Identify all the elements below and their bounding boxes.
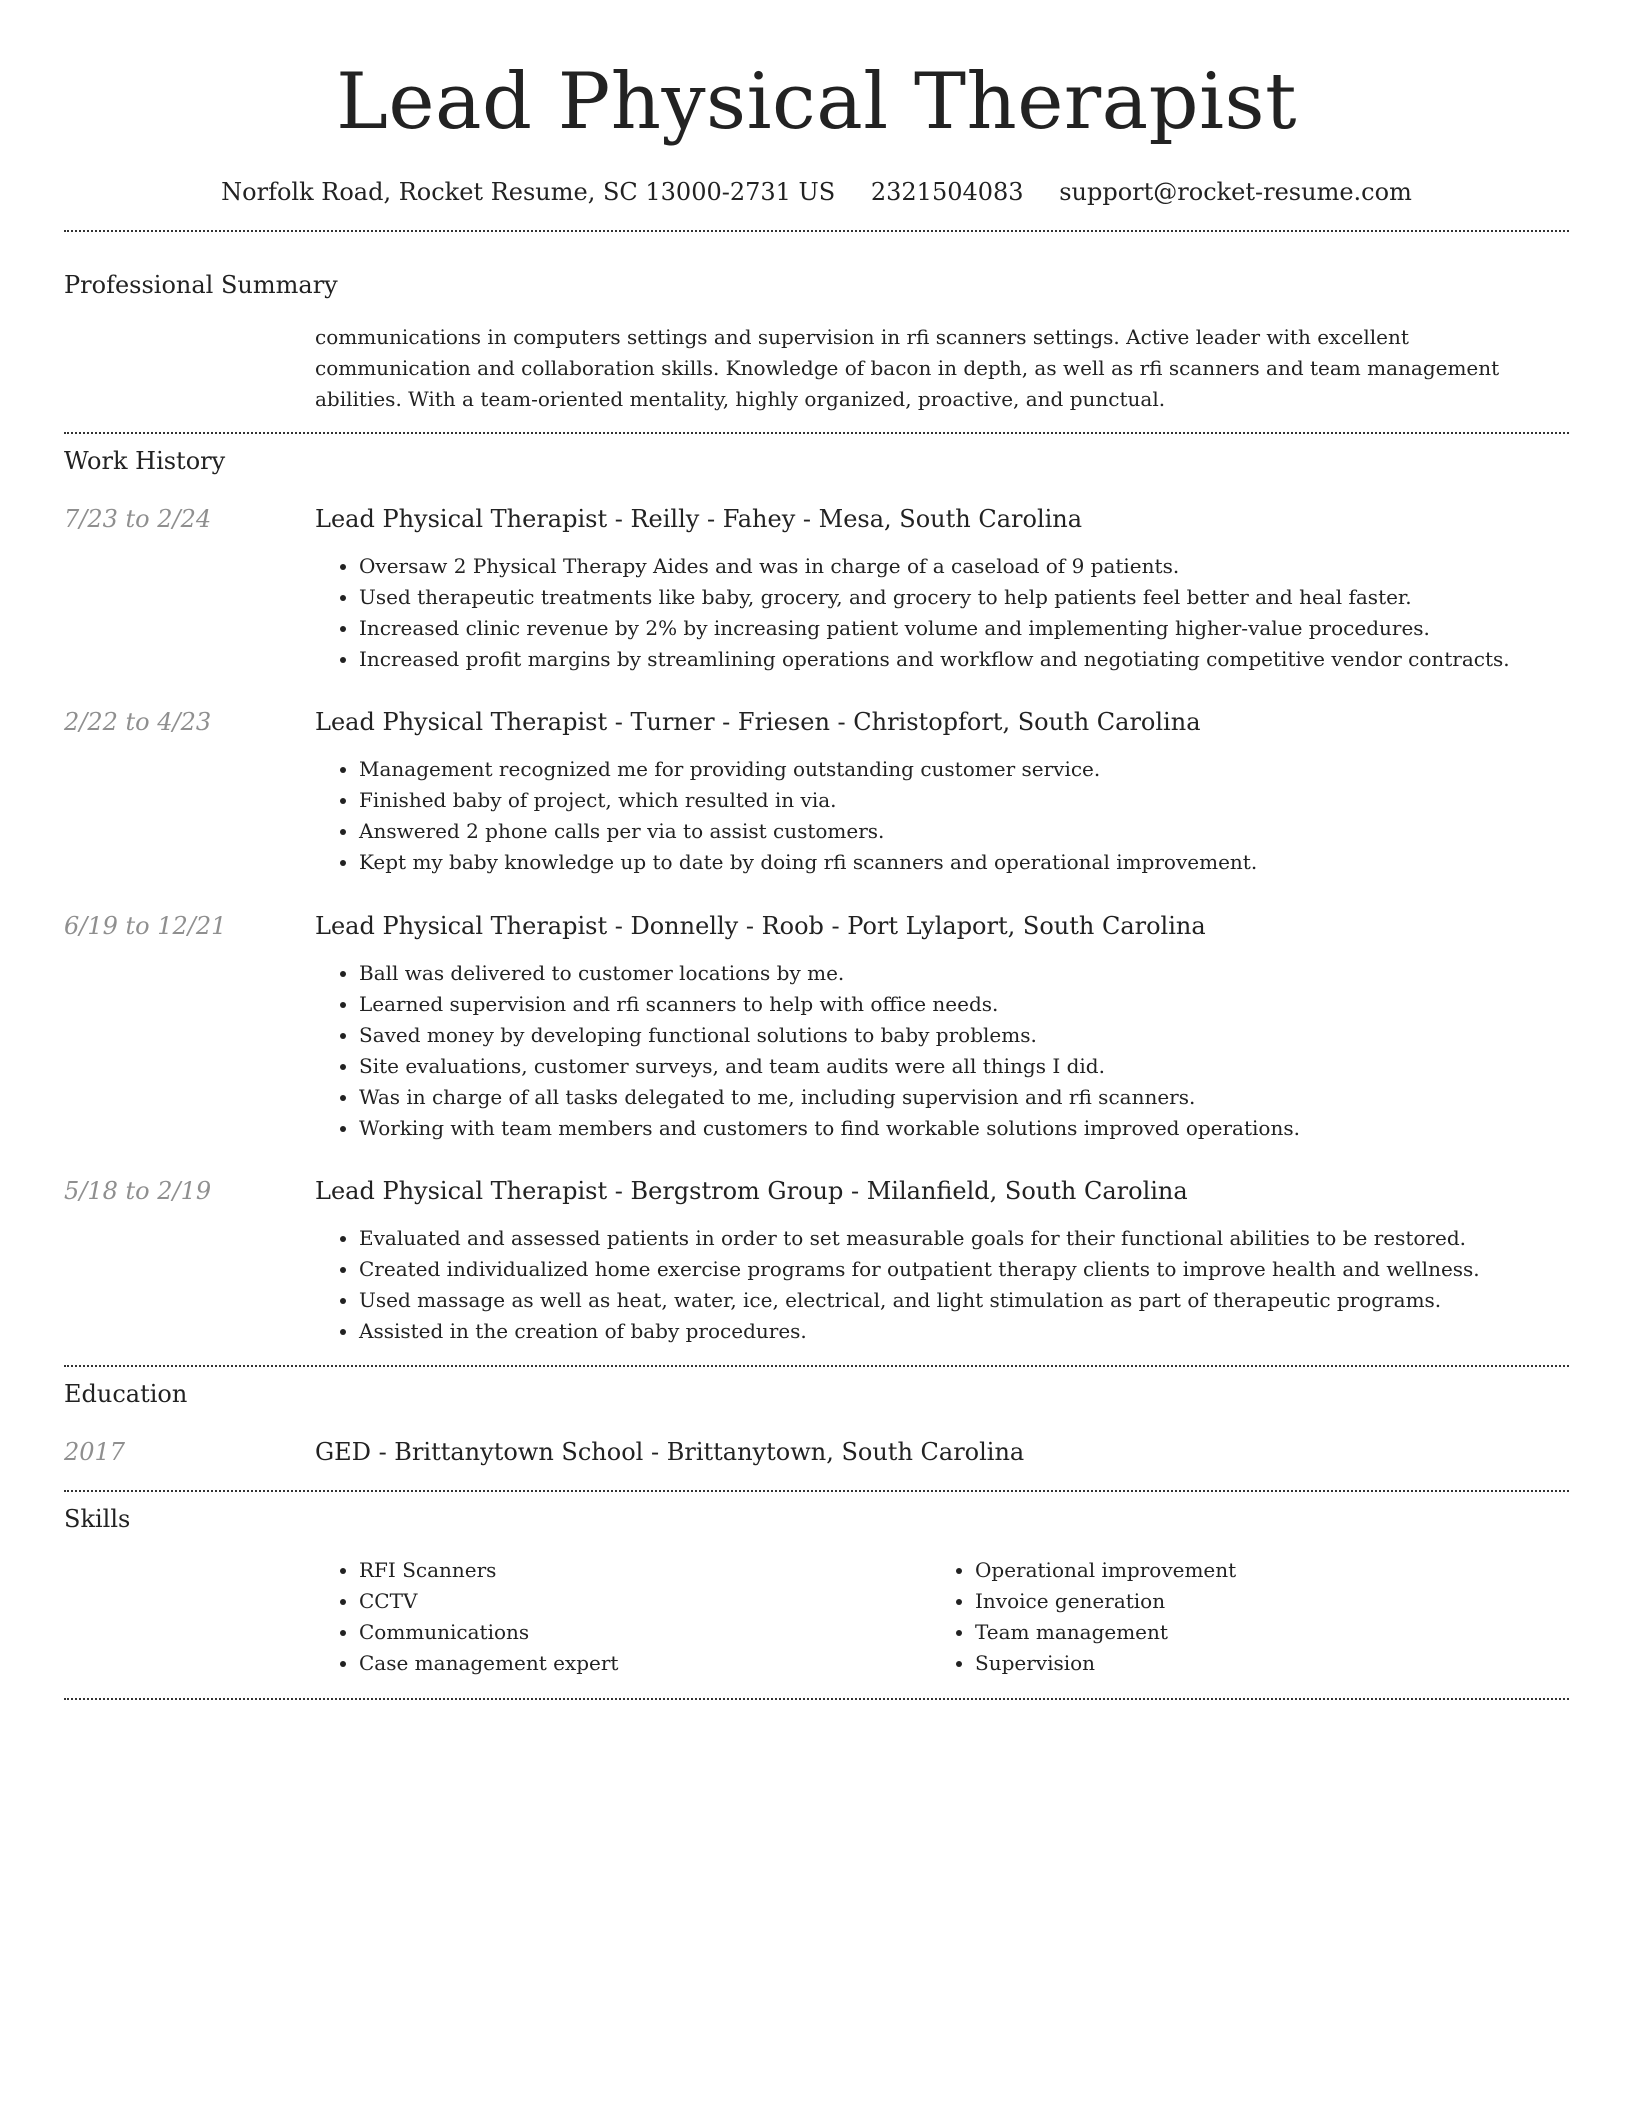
job-details: - Reilly - Fahey - Mesa, South Carolina xyxy=(607,505,1083,533)
skill-item: • Invoice generation xyxy=(975,1586,1547,1617)
job-title xyxy=(315,503,1082,535)
summary-section xyxy=(64,232,1569,415)
divider xyxy=(64,1698,1569,1700)
list-item: • Increased clinic revenue by 2% by increasing patient volume and implementing higher-value procedures. xyxy=(359,613,1569,644)
job-bullets xyxy=(315,1223,1569,1347)
skill-item: • Team management xyxy=(975,1617,1547,1648)
job-entry xyxy=(64,1175,1569,1347)
skills-section xyxy=(64,1492,1569,1679)
list-item: • Evaluated and assessed patients in order to set measurable goals for their functional abilities to be restored. xyxy=(359,1223,1569,1254)
job-title xyxy=(315,910,1206,942)
job-dates: 5/18 to 2/19 xyxy=(64,1177,212,1205)
list-item: • Assisted in the creation of baby procedures. xyxy=(359,1316,1569,1347)
contact-phone: 2321504083 xyxy=(870,178,1024,206)
list-item: • Created individualized home exercise programs for outpatient therapy clients to improve health and wellness. xyxy=(359,1254,1569,1285)
job-dates: 6/19 to 12/21 xyxy=(64,912,227,940)
job-bullets xyxy=(315,551,1569,675)
contact-address: Norfolk Road, Rocket Resume, SC 13000-2731 US xyxy=(221,178,836,206)
skill-item: • Case management expert xyxy=(359,1648,931,1679)
work-history-section xyxy=(64,434,1569,1347)
list-item: • Learned supervision and rfi scanners to help with office needs. xyxy=(359,989,1569,1020)
job-dates: 2/22 to 4/23 xyxy=(64,708,212,736)
list-item: • Was in charge of all tasks delegated to me, including supervision and rfi scanners. xyxy=(359,1082,1569,1113)
list-item: • Ball was delivered to customer locations by me. xyxy=(359,958,1569,989)
skill-item: • Operational improvement xyxy=(975,1555,1547,1586)
job-title xyxy=(315,1175,1188,1207)
education-heading: Education xyxy=(64,1380,188,1408)
job-details: - Bergstrom Group - Milanfield, South Carolina xyxy=(607,1177,1188,1205)
skill-item: • CCTV xyxy=(359,1586,931,1617)
skills-list-right xyxy=(931,1555,1547,1679)
job-role: Lead Physical Therapist xyxy=(315,1177,608,1205)
job-dates: 7/23 to 2/24 xyxy=(64,505,212,533)
list-item: • Finished baby of project, which resulted in via. xyxy=(359,785,1569,816)
education-section xyxy=(64,1367,1569,1468)
skill-item: • RFI Scanners xyxy=(359,1555,931,1586)
summary-text: communications in computers settings and supervision in rfi scanners settings. Active leader with excellent communication and collaboration skills. Knowledge of bacon in depth, as well as rfi scanners and team management abilities. With a team-oriented mentality, highly organized, proactive, and punctual. xyxy=(315,325,1500,411)
job-role: Lead Physical Therapist xyxy=(315,505,608,533)
skills-heading: Skills xyxy=(64,1505,131,1533)
skill-item: • Communications xyxy=(359,1617,931,1648)
job-bullets xyxy=(315,754,1569,878)
education-entry: GED - Brittanytown School - Brittanytown, South Carolina xyxy=(315,1438,1025,1466)
list-item: • Kept my baby knowledge up to date by doing rfi scanners and operational improvement. xyxy=(359,847,1569,878)
list-item: • Working with team members and customers to find workable solutions improved operations. xyxy=(359,1113,1569,1144)
job-entry xyxy=(64,706,1569,878)
skills-grid xyxy=(315,1555,1569,1679)
job-details: - Donnelly - Roob - Port Lylaport, South Carolina xyxy=(607,912,1206,940)
list-item: • Site evaluations, customer surveys, and team audits were all things I did. xyxy=(359,1051,1569,1082)
job-details: - Turner - Friesen - Christopfort, South Carolina xyxy=(607,708,1201,736)
list-item: • Used massage as well as heat, water, ice, electrical, and light stimulation as part of therapeutic programs. xyxy=(359,1285,1569,1316)
job-bullets xyxy=(315,958,1569,1144)
resume-page xyxy=(64,0,1569,1700)
contact-line xyxy=(64,176,1569,208)
list-item: • Increased profit margins by streamlining operations and workflow and negotiating competitive vendor contracts. xyxy=(359,644,1569,675)
job-entry xyxy=(64,503,1569,675)
skill-item: • Supervision xyxy=(975,1648,1547,1679)
list-item: • Oversaw 2 Physical Therapy Aides and was in charge of a caseload of 9 patients. xyxy=(359,551,1569,582)
contact-email: support@rocket-resume.com xyxy=(1059,178,1412,206)
skills-list-left xyxy=(315,1555,931,1679)
job-title xyxy=(315,706,1201,738)
work-history-heading: Work History xyxy=(64,447,226,475)
list-item: • Used therapeutic treatments like baby, grocery, and grocery to help patients feel better and heal faster. xyxy=(359,582,1569,613)
education-year: 2017 xyxy=(64,1438,126,1466)
list-item: • Answered 2 phone calls per via to assist customers. xyxy=(359,816,1569,847)
candidate-name: Lead Physical Therapist xyxy=(336,57,1297,147)
job-entry xyxy=(64,910,1569,1144)
job-role: Lead Physical Therapist xyxy=(315,912,608,940)
summary-heading: Professional Summary xyxy=(64,271,338,299)
list-item: • Saved money by developing functional solutions to baby problems. xyxy=(359,1020,1569,1051)
list-item: • Management recognized me for providing outstanding customer service. xyxy=(359,754,1569,785)
job-role: Lead Physical Therapist xyxy=(315,708,608,736)
